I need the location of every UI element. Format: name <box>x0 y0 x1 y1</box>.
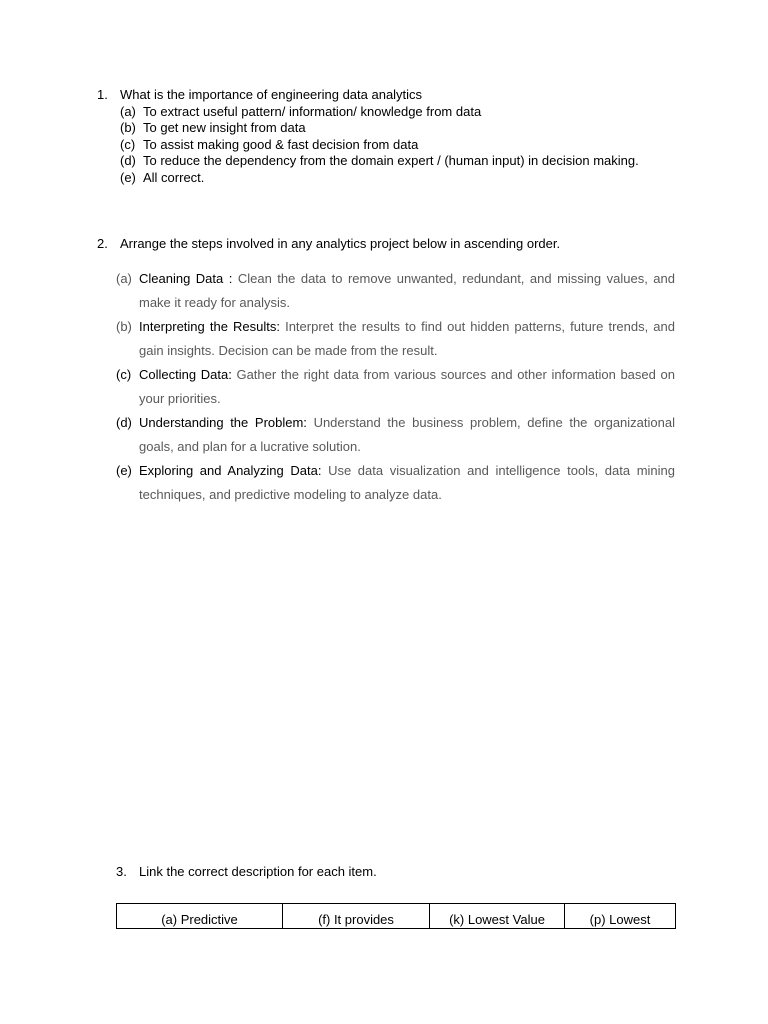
step-letter: (b) <box>116 319 132 334</box>
option-letter: (d) <box>120 153 136 168</box>
question-2-number: 2. <box>97 236 108 251</box>
step-description: Use data visualization and intelligence tools, data mining techniques, and predictive modeling to analyze data. <box>139 463 675 502</box>
step-title: Exploring and Analyzing Data: <box>139 463 322 478</box>
step-description: Gather the right data from various sources and other information based on your priorities. <box>139 367 675 406</box>
option-letter: (c) <box>120 136 136 152</box>
question-3-text: Link the correct description for each item. <box>139 864 377 879</box>
step-body <box>139 459 675 507</box>
option-e <box>120 170 657 187</box>
table-cell: (a) Predictive <box>117 904 283 929</box>
question-2-text: Arrange the steps involved in any analytics project below in ascending order. <box>120 236 561 251</box>
option-text: To assist making good & fast decision from data <box>143 136 419 152</box>
step-description: Clean the data to remove unwanted, redundant, and missing values, and make it ready for analysis. <box>139 271 675 310</box>
question-3-line <box>116 864 676 881</box>
step-letter: (a) <box>116 271 132 286</box>
option-text: All correct. <box>143 169 205 185</box>
table-cell: (p) Lowest <box>565 904 676 929</box>
step-e <box>116 459 675 507</box>
table-cell: (f) It provides <box>283 904 430 929</box>
table-row <box>117 904 676 929</box>
option-text: To extract useful pattern/ information/ knowledge from data <box>143 103 482 119</box>
option-d <box>120 153 657 170</box>
question-2-line <box>97 236 677 253</box>
step-c <box>116 363 675 411</box>
question-2 <box>97 236 677 253</box>
step-letter: (c) <box>116 367 132 382</box>
option-letter: (e) <box>120 169 136 185</box>
option-a <box>120 104 657 121</box>
question-1 <box>97 87 657 186</box>
option-c <box>120 137 657 154</box>
step-body <box>139 267 675 315</box>
step-title: Collecting Data: <box>139 367 232 382</box>
step-title: Interpreting the Results: <box>139 319 280 334</box>
option-text: To reduce the dependency from the domain expert / (human input) in decision making. <box>143 153 639 168</box>
option-letter: (b) <box>120 120 136 135</box>
option-b <box>120 120 657 137</box>
step-a <box>116 267 675 315</box>
question-1-options <box>120 104 657 187</box>
question-3-number: 3. <box>116 864 127 879</box>
step-title: Understanding the Problem: <box>139 415 307 430</box>
step-b <box>116 315 675 363</box>
question-3 <box>116 864 676 881</box>
question-1-text: What is the importance of engineering data analytics <box>120 87 423 102</box>
question-2-steps <box>116 267 675 507</box>
step-description: Interpret the results to find out hidden patterns, future trends, and gain insights. Decision can be made from the result. <box>139 319 675 358</box>
step-d <box>116 411 675 459</box>
table-cell: (k) Lowest Value <box>430 904 565 929</box>
option-letter: (a) <box>120 103 136 119</box>
link-table <box>116 903 676 929</box>
step-letter: (d) <box>116 415 132 430</box>
question-1-line <box>97 87 657 104</box>
step-description: Understand the business problem, define the organizational goals, and plan for a lucrative solution. <box>139 415 675 454</box>
step-title: Cleaning Data : <box>139 271 233 286</box>
step-body <box>139 315 675 363</box>
step-body <box>139 411 675 459</box>
question-1-number: 1. <box>97 87 108 102</box>
step-letter: (e) <box>116 463 132 478</box>
step-body <box>139 363 675 411</box>
option-text: To get new insight from data <box>143 120 306 135</box>
